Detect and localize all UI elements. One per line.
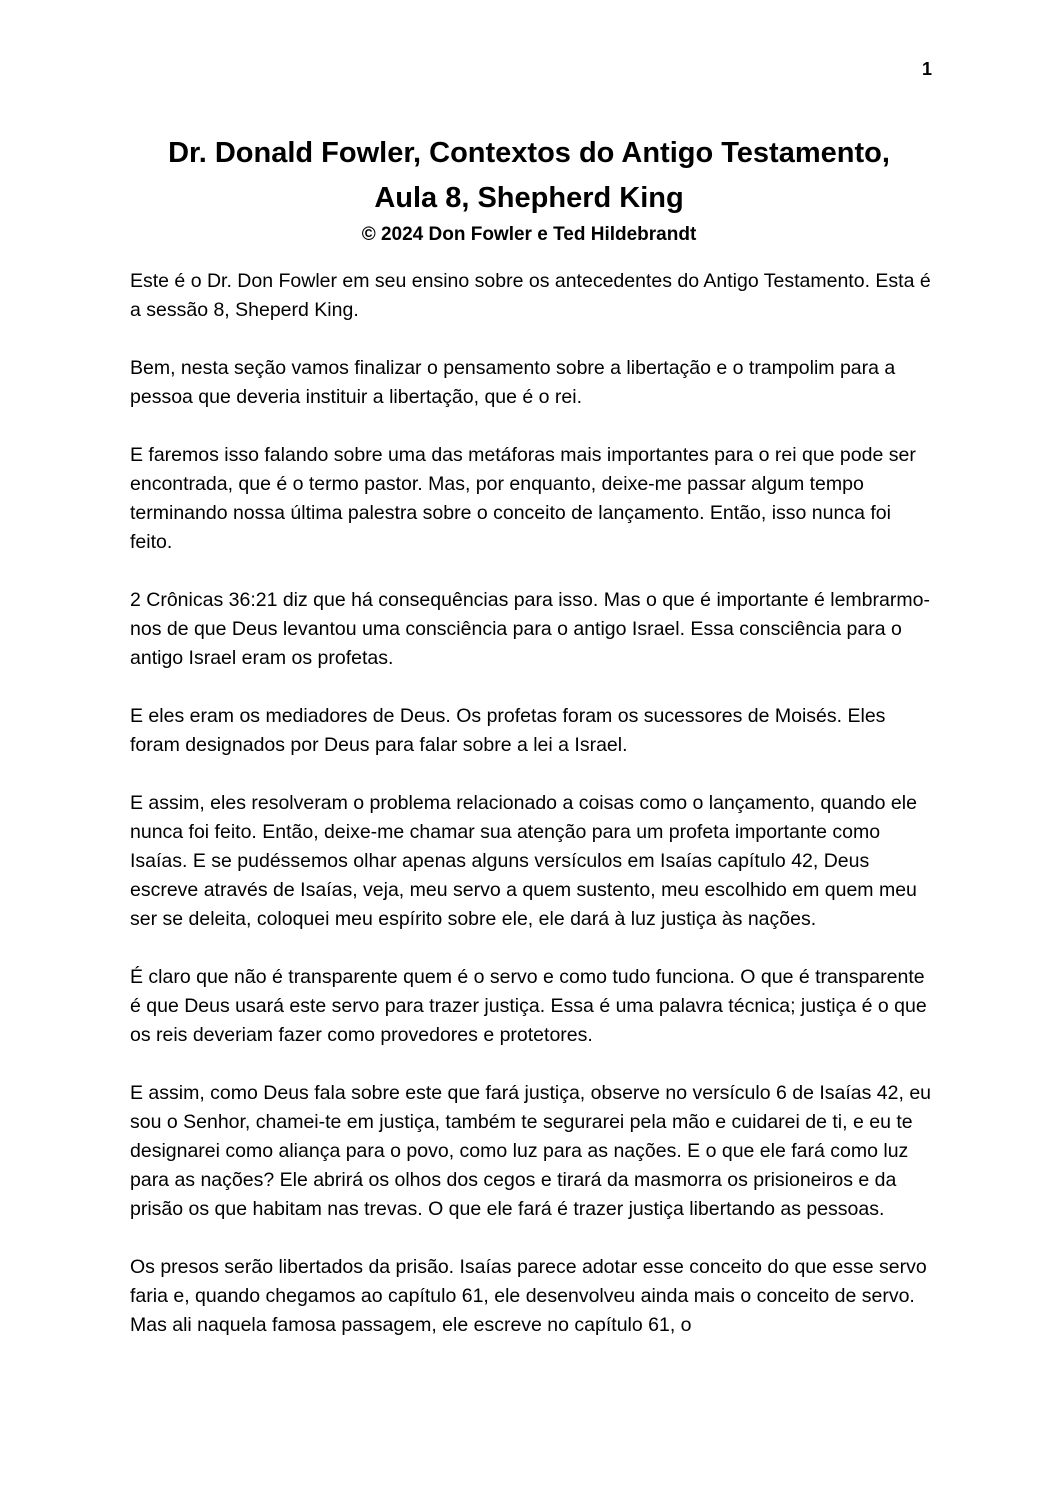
copyright-line: © 2024 Don Fowler e Ted Hildebrandt [361,224,697,245]
document-header [0,131,1058,248]
paragraph-7: É claro que não é transparente quem é o servo e como tudo funciona. O que é transparente é que Deus usará este servo para trazer justiça. Essa é uma palavra técnica; justiça é o que os reis deveriam fazer como provedores e protetores. [130,966,927,1046]
document-body [130,267,938,1369]
paragraph-9: Os presos serão libertados da prisão. Isaías parece adotar esse conceito do que esse servo faria e, quando chegamos ao capítulo 61, ele desenvolveu ainda mais o conceito de servo. Mas ali naquela famosa passagem, ele escreve no capítulo 61, o [130,1256,927,1336]
paragraph-2: Bem, nesta seção vamos finalizar o pensamento sobre a libertação e o trampolim para a pessoa que deveria instituir a libertação, que é o rei. [130,357,896,408]
document-title-line-1: Dr. Donald Fowler, Contextos do Antigo Testamento, [168,137,890,169]
paragraph-3: E faremos isso falando sobre uma das metáforas mais importantes para o rei que pode ser encontrada, que é o termo pastor. Mas, por enquanto, deixe-me passar algum tempo terminando nossa última palestra sobre o conceito de lançamento. Então, isso nunca foi feito. [130,444,916,553]
page-number: 1 [921,59,932,79]
document-title-line-2: Aula 8, Shepherd King [374,182,684,214]
paragraph-8: E assim, como Deus fala sobre este que fará justiça, observe no versículo 6 de Isaías 42, eu sou o Senhor, chamei-te em justiça, também te segurarei pela mão e cuidarei de ti, e eu te designarei como aliança para o povo, como luz para as nações. E o que ele fará como luz para as nações? Ele abrirá os olhos dos cegos e tirará da masmorra os prisioneiros e da prisão os que habitam nas trevas. O que ele fará é trazer justiça libertando as pessoas. [130,1082,932,1220]
paragraph-5: E eles eram os mediadores de Deus. Os profetas foram os sucessores de Moisés. Eles foram designados por Deus para falar sobre a lei a Israel. [130,705,886,756]
paragraph-6: E assim, eles resolveram o problema relacionado a coisas como o lançamento, quando ele nunca foi feito. Então, deixe-me chamar sua atenção para um profeta importante como Isaías. E se pudéssemos olhar apenas alguns versículos em Isaías capítulo 42, Deus escreve através de Isaías, veja, meu servo a quem sustento, meu escolhido em quem meu ser se deleita, coloquei meu espírito sobre ele, ele dará à luz justiça às nações. [130,792,917,930]
paragraph-4: 2 Crônicas 36:21 diz que há consequências para isso. Mas o que é importante é lembrarmo-nos de que Deus levantou uma consciência para o antigo Israel. Essa consciência para o antigo Israel eram os profetas. [130,589,930,669]
paragraph-1: Este é o Dr. Don Fowler em seu ensino sobre os antecedentes do Antigo Testamento. Esta é a sessão 8, Sheperd King. [130,270,931,321]
